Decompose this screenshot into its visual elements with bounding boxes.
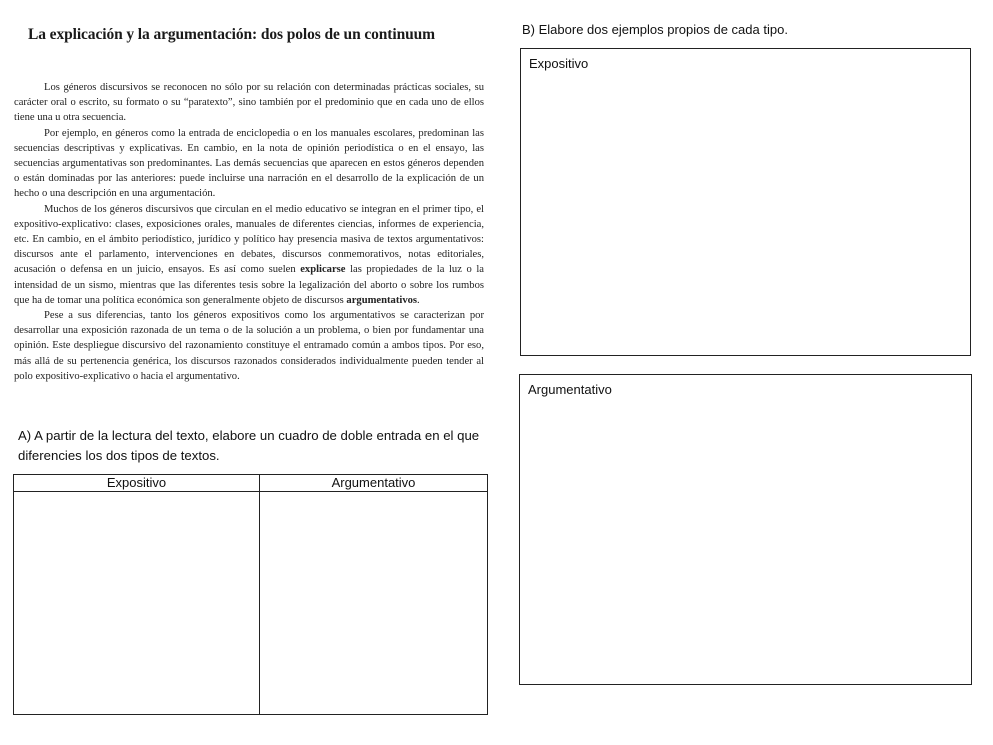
example-box-argumentativo[interactable] bbox=[519, 374, 972, 685]
example-box-argumentativo-label: Argumentativo bbox=[528, 382, 612, 397]
table-header-expositivo: Expositivo bbox=[14, 475, 259, 492]
text-run: . bbox=[417, 294, 420, 306]
body-paragraph bbox=[14, 202, 484, 308]
text-run: Muchos de los géneros discursivos que circulan en el medio educativo se integran en el primer tipo, el expositivo-explicativo: clases, exposiciones orales, manuales de diferentes ciencias, informes de experiencia, etc. En cambio, en el ámbito periodístico, jurídico y político hay presencia masiva de textos argumentativos: discursos ante el parlamento, intervenciones en debates, discursos conmemorativos, notas editoriales, acusación o defensa en un juicio, ensayos. Es así como suelen bbox=[14, 203, 484, 276]
example-box-expositivo-label: Expositivo bbox=[529, 56, 589, 71]
document-body bbox=[14, 80, 484, 384]
example-box-expositivo[interactable] bbox=[520, 48, 971, 356]
table-column-argumentativo[interactable] bbox=[260, 475, 487, 714]
text-run: Por ejemplo, en géneros como la entrada de enciclopedia o en los manuales escolares, predominan las secuencias descriptivas y explicativas. En cambio, en la nota de opinión periodística o en el ensayo, las secuencias argumentativas son predominantes. Las demás secuencias que aparecen en estos géneros dependen o están dominadas por las anteriores: puede incluirse una narración en el desarrollo de la explicación de un hecho o una descripción en una argumentación. bbox=[14, 127, 484, 200]
comparison-table bbox=[13, 474, 488, 715]
activity-b-instruction: B) Elabore dos ejemplos propios de cada tipo. bbox=[522, 22, 788, 37]
text-run: las propiedades de la luz o la intensidad de un sismo, mientras que las diferentes tesis sobre la legalización del aborto o sobre los rumbos que ha de tomar una política económica son generalmente objeto de discursos bbox=[14, 264, 484, 306]
bold-term: argumentativos bbox=[346, 294, 418, 306]
text-run: Los géneros discursivos se reconocen no sólo por su relación con determinadas prácticas sociales, su carácter oral o escrito, su formato o su “paratexto”, sino también por el predominio que en cada uno de ellos tiene una u otra secuencia. bbox=[14, 82, 484, 124]
activity-a-instruction: A) A partir de la lectura del texto, elabore un cuadro de doble entrada en el que diferencies los dos tipos de textos. bbox=[18, 428, 480, 463]
body-paragraph bbox=[14, 80, 484, 126]
body-paragraph bbox=[14, 308, 484, 384]
text-run: Pese a sus diferencias, tanto los géneros expositivos como los argumentativos se caracterizan por desarrollar una exposición razonada de un tema o de la solución a un problema, o bien por fundamentar una opinión. Este despliegue discursivo del razonamiento constituye el entramado común a ambos tipos. Por eso, más allá de su pertenencia genérica, los discursos razonados considerados individualmente pueden tender al polo expositivo-explicativo o hacia el argumentativo. bbox=[14, 310, 484, 382]
table-column-expositivo[interactable] bbox=[14, 475, 260, 714]
document-title: La explicación y la argumentación: dos polos de un continuum bbox=[28, 26, 435, 43]
table-header-argumentativo: Argumentativo bbox=[260, 475, 487, 492]
body-paragraph bbox=[14, 126, 484, 202]
bold-term: explicarse bbox=[300, 264, 346, 276]
